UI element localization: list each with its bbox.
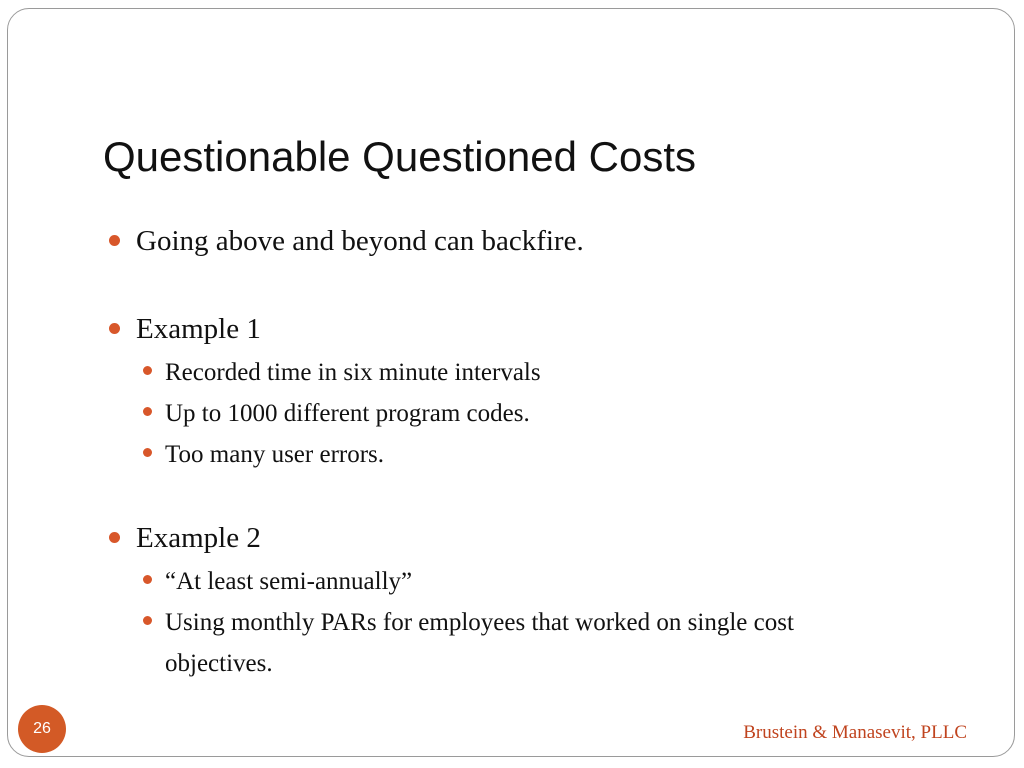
bullet-dot-icon [143, 407, 152, 416]
sub-bullet-text: “At least semi-annually” [165, 568, 413, 595]
sub-bullet [106, 393, 906, 434]
bullet-dot-icon [143, 616, 152, 625]
bullet-text: Example 1 [136, 313, 261, 345]
bullet-example-1 [106, 310, 906, 348]
bullet-example-2 [106, 519, 906, 557]
bullet-dot-icon [109, 532, 120, 543]
bullet-going-above [106, 222, 906, 260]
bullet-dot-icon [109, 235, 120, 246]
bullet-dot-icon [109, 323, 120, 334]
bullet-dot-icon [143, 448, 152, 457]
sub-bullet [106, 434, 906, 475]
sub-bullet-text: Too many user errors. [165, 441, 385, 468]
bullet-dot-icon [143, 366, 152, 375]
sub-bullet [106, 561, 906, 602]
sub-bullet [106, 352, 906, 393]
sub-bullet [106, 602, 906, 684]
bullet-text: Example 2 [136, 522, 261, 554]
slide-title: Questionable Questioned Costs [103, 133, 697, 180]
footer-firm-name: Brustein & Manasevit, PLLC [743, 722, 967, 743]
slide-body [106, 222, 906, 684]
sub-bullet-text: Recorded time in six minute intervals [165, 359, 541, 386]
sub-bullet-text: Up to 1000 different program codes. [165, 400, 530, 427]
page-number-badge: 26 [18, 705, 66, 753]
bullet-text: Going above and beyond can backfire. [136, 225, 584, 257]
sub-bullet-text: Using monthly PARs for employees that worked on single cost objectives. [165, 609, 794, 677]
bullet-dot-icon [143, 575, 152, 584]
